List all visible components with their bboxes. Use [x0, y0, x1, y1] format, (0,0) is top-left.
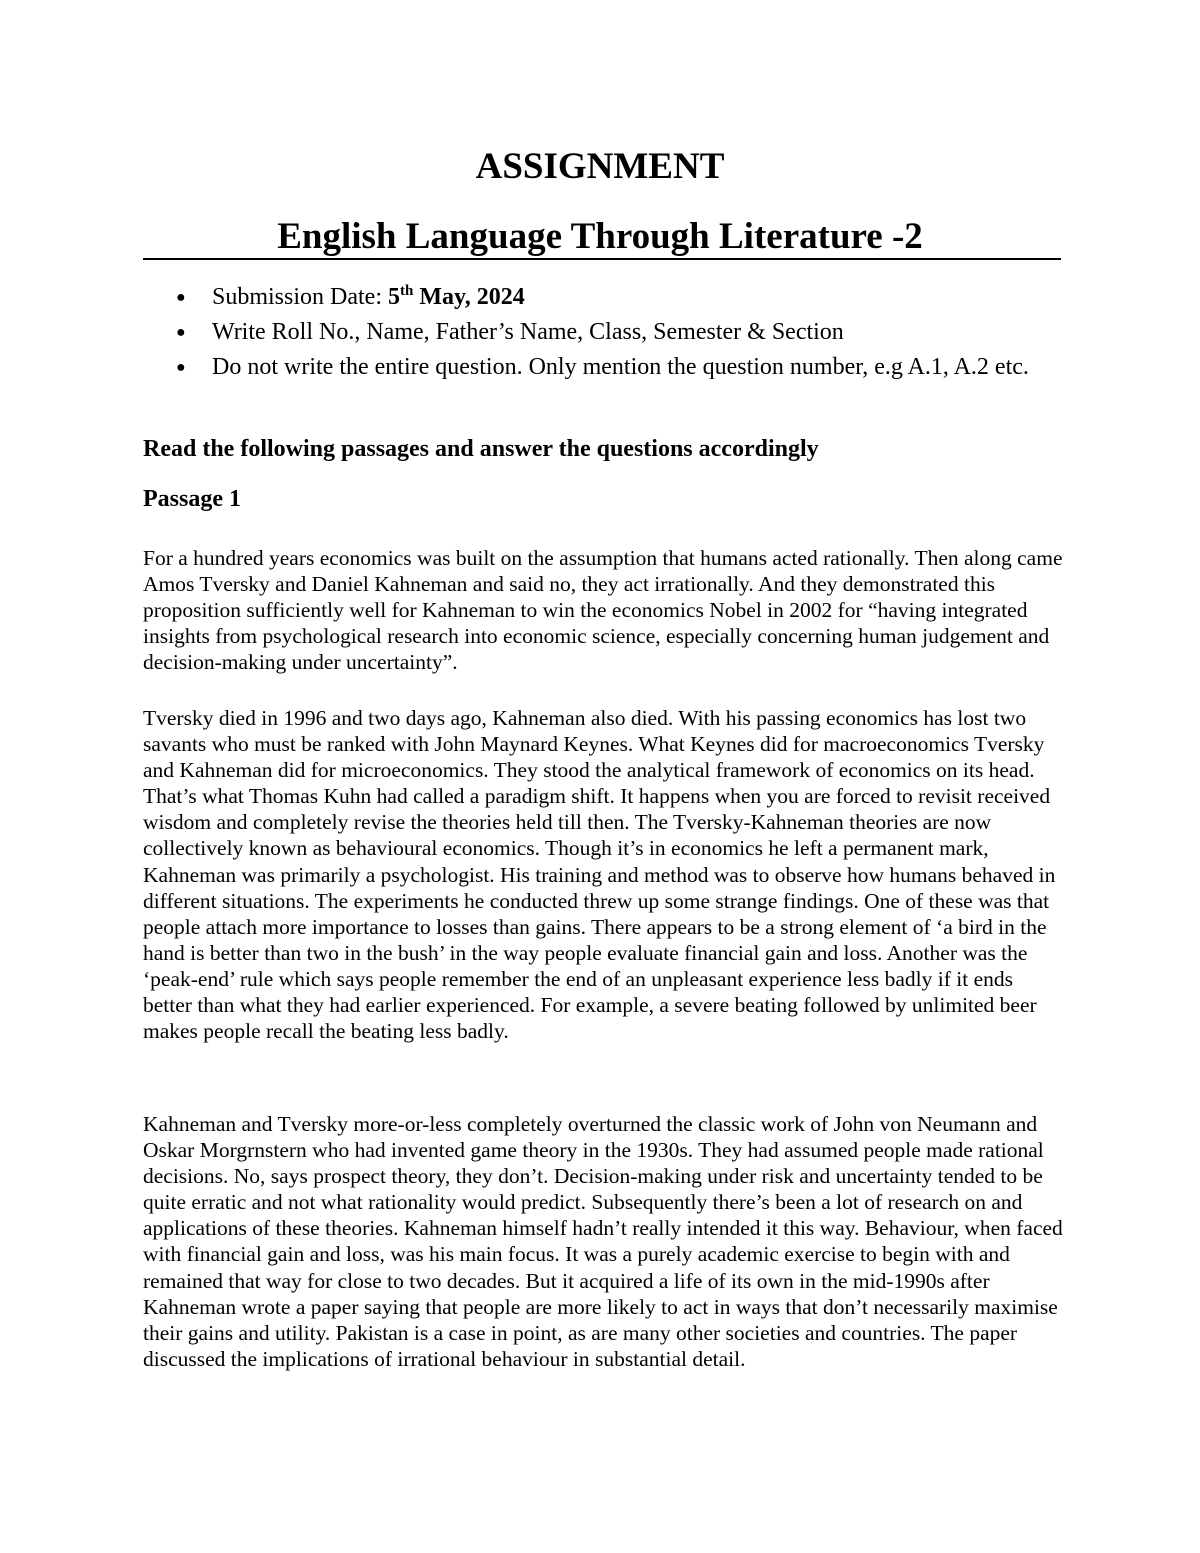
submission-day: 5: [388, 284, 401, 310]
title-underline: [143, 258, 1061, 260]
submission-label: Submission Date:: [212, 284, 389, 310]
passage-paragraph-1: For a hundred years economics was built on the assumption that humans acted rationally. Then along came Amos Tversky and Daniel Kahneman and said no, they act irrationally. And they demonstrated this proposition sufficiently well for Kahneman to win the economics Nobel in 2002 for “having integrated insights from psychological research into economic science, especially concerning human judgement and decision-making under uncertainty”.: [143, 546, 1063, 675]
passage-title: Passage 1: [143, 486, 241, 512]
submission-month-year: May, 2024: [413, 284, 525, 310]
passage-paragraph-3: Kahneman and Tversky more-or-less completely overturned the classic work of John von Neumann and Oskar Morgrnstern who had invented game theory in the 1930s. They had assumed people made rational decisions. No, says prospect theory, they don’t. Decision-making under risk and uncertainty tended to be quite erratic and not what rationality would predict. Subsequently there’s been a lot of research on and applications of these theories. Kahneman himself hadn’t really intended it this way. Behaviour, when faced with financial gain and loss, was his main focus. It was a purely academic exercise to begin with and remained that way for close to two decades. But it acquired a life of its own in the mid-1990s after Kahneman wrote a paper saying that people are more likely to act in ways that don’t necessarily maximise their gains and utility. Pakistan is a case in point, as are many other societies and countries. The paper discussed the implications of irrational behaviour in substantial detail.: [143, 1112, 1063, 1371]
passage-paragraph-2: Tversky died in 1996 and two days ago, Kahneman also died. With his passing economics has lost two savants who must be ranked with John Maynard Keynes. What Keynes did for macroeconomics Tversky and Kahneman did for microeconomics. They stood the analytical framework of economics on its head. That’s what Thomas Kuhn had called a paradigm shift. It happens when you are forced to revisit received wisdom and completely revise the theories held till then. The Tversky-Kahneman theories are now collectively known as behavioural economics. Though it’s in economics he left a permanent mark, Kahneman was primarily a psychologist. His training and method was to observe how humans behaved in different situations. The experiments he conducted threw up some strange findings. One of these was that people attach more importance to losses than gains. There appears to be a strong element of ‘a bird in the hand is better than two in the bush’ in the way people evaluate financial gain and loss. Another was the ‘peak-end’ rule which says people remember the end of an unpleasant experience less badly if it ends better than what they had earlier experienced. For example, a severe beating followed by unlimited beer makes people recall the beating less badly.: [143, 706, 1056, 1044]
instruction-item-question-number: [170, 350, 1070, 385]
bullet-icon: ●: [176, 359, 186, 376]
instruction-item-details: [170, 315, 1070, 350]
instruction-text: Write Roll No., Name, Father’s Name, Class, Semester & Section: [212, 319, 844, 345]
submission-day-suffix: th: [400, 283, 414, 299]
bullet-icon: ●: [176, 289, 186, 306]
section-instruction: Read the following passages and answer the questions accordingly: [143, 436, 819, 462]
bullet-icon: ●: [176, 324, 186, 341]
instruction-item-submission: [170, 280, 1070, 315]
instruction-text: Do not write the entire question. Only mention the question number, e.g A.1, A.2 etc.: [212, 354, 1029, 380]
submission-date: [388, 284, 525, 310]
document-title: ASSIGNMENT: [475, 146, 725, 187]
course-title: English Language Through Literature -2: [277, 216, 923, 257]
instruction-list: [170, 280, 1070, 385]
